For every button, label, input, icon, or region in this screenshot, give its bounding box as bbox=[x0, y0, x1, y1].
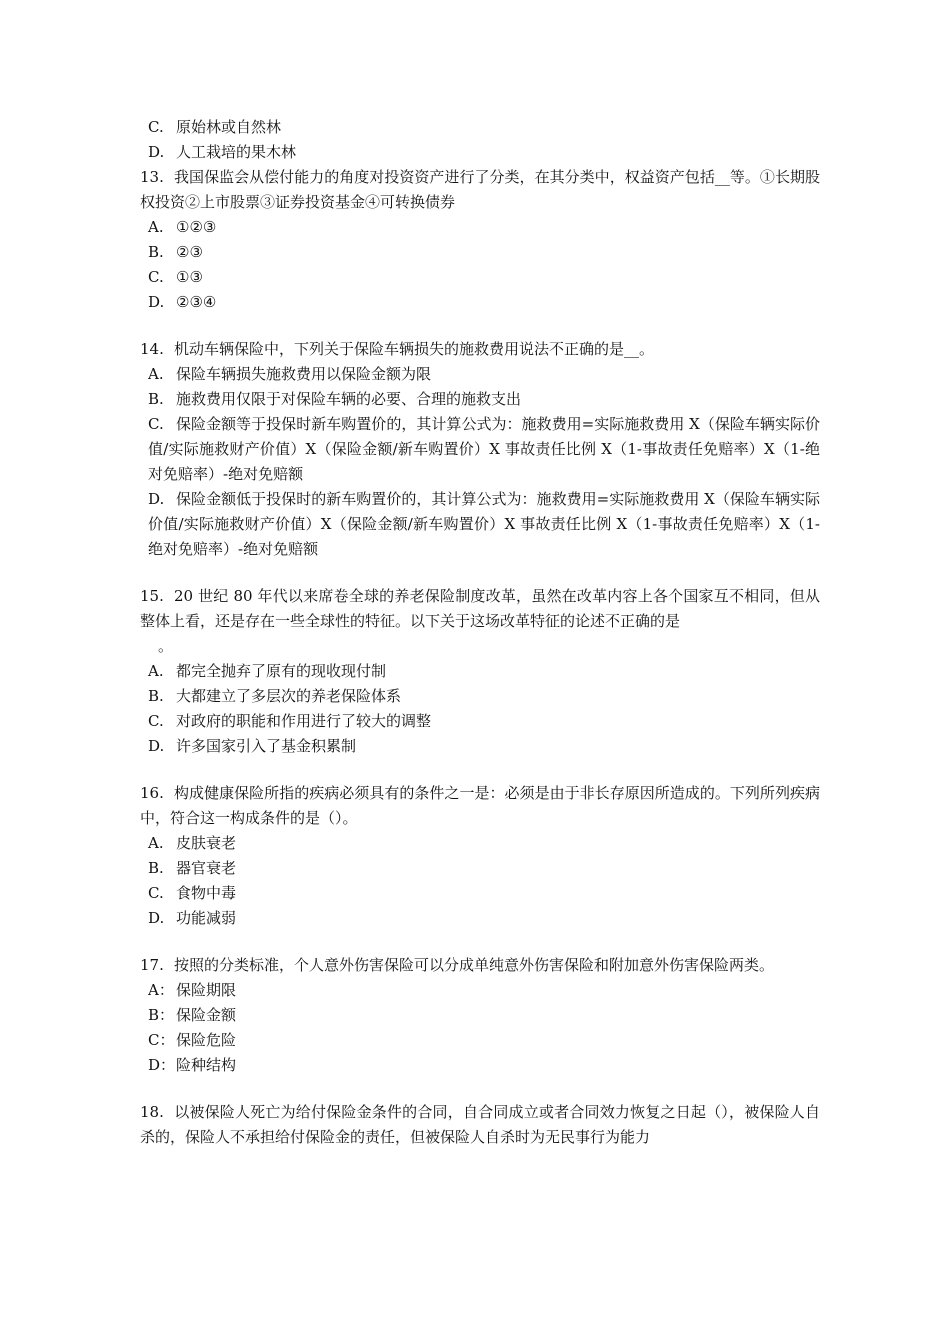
option-b: B. 施救费用仅限于对保险车辆的必要、合理的施救支出 bbox=[148, 390, 522, 408]
question-15-tail: 。 bbox=[158, 637, 174, 655]
question-15: 15. 20 世纪 80 年代以来席卷全球的养老保险制度改革，虽然在改革内容上各个国家互不相同，但从整体上看，还是存在一些全球性的特征。以下关于这场改革特征的论述不正确的是 bbox=[140, 587, 820, 630]
option-d: D：险种结构 bbox=[148, 1056, 237, 1074]
question-13: 13. 我国保监会从偿付能力的角度对投资资产进行了分类，在其分类中，权益资产包括__等。①长期股权投资②上市股票③证券投资基金④可转换债券 bbox=[140, 168, 820, 211]
option-d: D. ②③④ bbox=[148, 293, 217, 311]
document-content bbox=[140, 115, 820, 1150]
spacer bbox=[140, 562, 820, 584]
option-a: A： 保险期限 bbox=[148, 981, 237, 999]
question-17: 17. 按照的分类标准，个人意外伤害保险可以分成单纯意外伤害保险和附加意外伤害保险两类。 bbox=[140, 956, 775, 974]
option-b: B. ②③ bbox=[148, 243, 203, 261]
option-a: A. 都完全抛弃了原有的现收现付制 bbox=[148, 662, 387, 680]
option-d: D. 保险金额低于投保时的新车购置价的，其计算公式为：施救费用=实际施救费用 X（保险车辆实际价值/实际施救财产价值）X（保险金额/新车购置价）X 事故责任比例 X（1-事故责任免赔率）X（1-绝对免赔率）-绝对免赔额 bbox=[148, 490, 820, 558]
option-c: C. 原始林或自然林 bbox=[148, 118, 282, 136]
spacer bbox=[140, 1078, 820, 1100]
option-b: B. 器官衰老 bbox=[148, 859, 237, 877]
question-16: 16. 构成健康保险所指的疾病必须具有的条件之一是：必须是由于非长存原因所造成的。下列所列疾病中，符合这一构成条件的是（）。 bbox=[140, 784, 820, 827]
option-a: A. ①②③ bbox=[148, 218, 217, 236]
option-c: C. 食物中毒 bbox=[148, 884, 237, 902]
option-d: D. 人工栽培的果木林 bbox=[148, 143, 297, 161]
spacer bbox=[140, 759, 820, 781]
option-d: D. 许多国家引入了基金积累制 bbox=[148, 737, 357, 755]
option-c: C. ①③ bbox=[148, 268, 203, 286]
option-c: C. 保险金额等于投保时新车购置价的，其计算公式为：施救费用=实际施救费用 X（保险车辆实际价值/实际施救财产价值）X（保险金额/新车购置价）X 事故责任比例 X（1-事故责任免赔率）X（1-绝对免赔率）-绝对免赔额 bbox=[148, 415, 820, 483]
spacer bbox=[140, 931, 820, 953]
option-b: B： 保险金额 bbox=[148, 1006, 237, 1024]
option-a: A. 保险车辆损失施救费用以保险金额为限 bbox=[148, 365, 432, 383]
spacer bbox=[140, 315, 820, 337]
question-14: 14. 机动车辆保险中，下列关于保险车辆损失的施救费用说法不正确的是__。 bbox=[140, 340, 655, 358]
option-c: C： 保险危险 bbox=[148, 1031, 237, 1049]
option-d: D. 功能减弱 bbox=[148, 909, 237, 927]
option-b: B. 大都建立了多层次的养老保险体系 bbox=[148, 687, 402, 705]
question-18: 18. 以被保险人死亡为给付保险金条件的合同，自合同成立或者合同效力恢复之日起（），被保险人自杀的，保险人不承担给付保险金的责任，但被保险人自杀时为无民事行为能力 bbox=[140, 1103, 820, 1146]
option-a: A. 皮肤衰老 bbox=[148, 834, 237, 852]
option-c: C. 对政府的职能和作用进行了较大的调整 bbox=[148, 712, 432, 730]
